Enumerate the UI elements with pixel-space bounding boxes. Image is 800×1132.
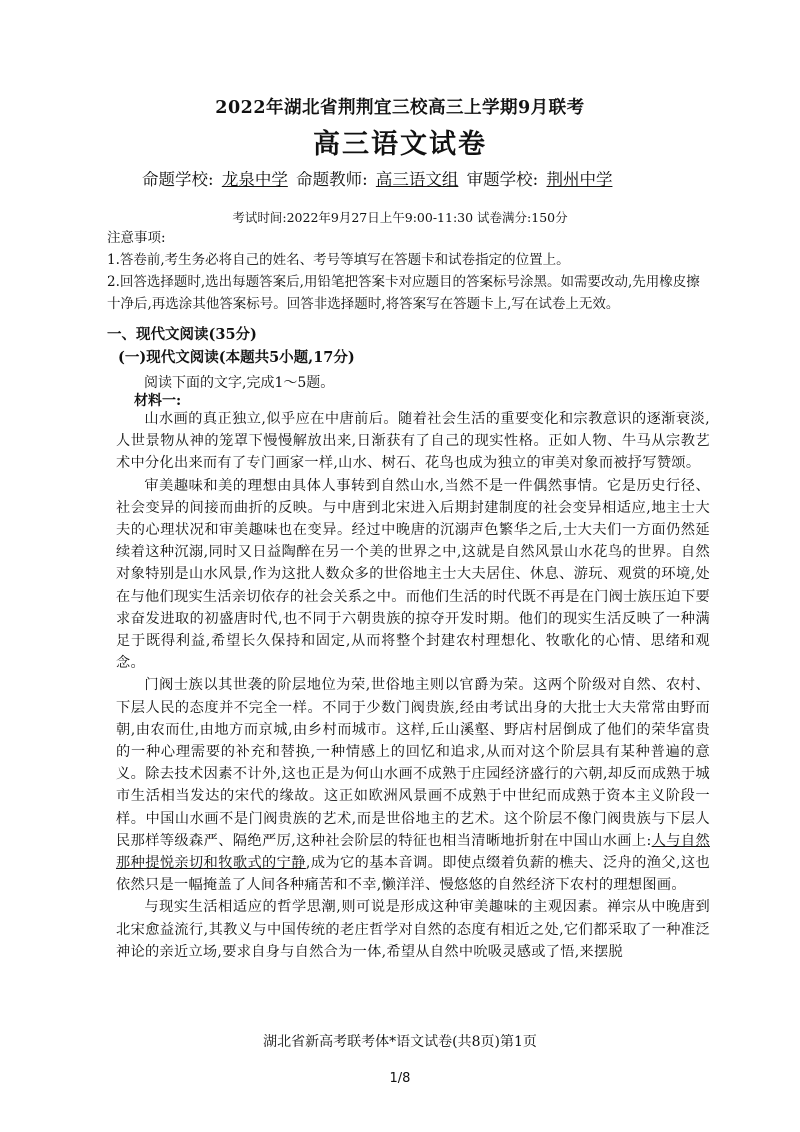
notice-block — [107, 227, 707, 315]
subsection-heading: (一)现代文阅读(本题共5小题,17分) — [118, 349, 355, 366]
section-heading: 一、现代文阅读(35分) — [107, 326, 257, 343]
passage-body — [116, 408, 710, 963]
notice-heading: 注意事项: — [107, 230, 166, 246]
notice-item-2: 2.回答选择题时,选出每题答案后,用铅笔把答案卡对应题目的答案标号涂黑。如需要改动,先用橡皮擦十净后,再选涂其他答案标号。回答非选择题时,将答案写在答题卡上,写在试卷上无效。 — [107, 274, 700, 312]
passage-paragraph-1: 山水画的真正独立,似乎应在中唐前后。随着社会生活的重要变化和宗教意识的逐渐衰淡,人世景物从神的笼罩下慢慢解放出来,日渐获有了自己的现实性格。正如人物、牛马从宗教艺术中分化出来而有了专门画家一样,山水、树石、花鸟也成为独立的审美对象而被抒写赞颂。 — [116, 411, 710, 472]
page-footer: 湖北省新高考联考体*语文试卷(共8页)第1页 — [263, 1034, 537, 1050]
author-school-label: 命题学校: — [142, 170, 214, 189]
author-school: 龙泉中学 — [221, 170, 288, 189]
exam-time-line: 考试时间:2022年9月27日上午9:00-11:30 试卷满分:150分 — [232, 210, 568, 225]
review-school-label: 审题学校: — [466, 170, 539, 189]
underlined-phrase: 人与自然那种提悦亲切和牧歌式的宁静 — [116, 832, 710, 872]
passage-paragraph-4: 与现实生活相适应的哲学思潮,则可说是形成这种审美趣味的主观因素。禅宗从中晚唐到北宋愈益流行,其教义与中国传统的老庄哲学对自然的态度有相近之处,它们都采取了一种准泛神论的亲近立场,要求自身与自然合为一体,希望从自然中吮吸灵感或了悟,来摆脱 — [116, 899, 710, 960]
exam-title: 2022年湖北省荆荆宜三校高三上学期9月联考 — [215, 98, 585, 118]
passage-paragraph-2: 审美趣味和美的理想由具体人事转到自然山水,当然不是一件偶然事情。它是历史行径、社会变异的间接而曲折的反映。与中唐到北宋进入后期封建制度的社会变异相适应,地主士大夫的心理状况和审美趣味也在变异。经过中晚唐的沉溺声色繁华之后,士大夫们一方面仍然延续着这种沉溺,同时又日益陶醉在另一个美的世界之中,这就是自然风景山水花鸟的世界。自然对象特别是山水风景,作为这批人数众多的世俗地主士大夫居住、休息、游玩、观赏的环境,处在与他们现实生活亲切依存的社会关系之中。而他们生活的时代既不再是在门阀士族压迫下要求奋发进取的初盛唐时代,也不同于六朝贵族的掠夺开发时期。他们的现实生活反映了一种满足于既得利益,希望长久保持和固定,从而将整个封建农村理想化、牧歌化的心情、思绪和观念。 — [116, 477, 710, 672]
passage-paragraph-3 — [116, 674, 710, 896]
review-school: 荆州中学 — [546, 170, 613, 189]
author-teacher: 高三语文组 — [375, 170, 459, 189]
page-indicator: 1/8 — [389, 1071, 411, 1086]
passage-paragraph-3-part-a: 门阀士族以其世袭的阶层地位为荣,世俗地主则以官爵为荣。这两个阶级对自然、农村、下层人民的态度并不完全一样。不同于少数门阀贵族,经由考试出身的大批士大夫常常由野而朝,由农而仕,由地方而京城,由乡村而城市。这样,丘山溪壑、野店村居倒成了他们的荣华富贵的一种心理需要的补充和替换,一种情感上的回忆和追求,从而对这个阶层具有某种普遍的意义。除去技术因素不计外,这也正是为何山水画不成熟于庄园经济盛行的六朝,却反而成熟于城市生活相当发达的宋代的缘故。这正如欧洲风景画不成熟于中世纪而成熟于资本主义阶段一样。中国山水画不是门阀贵族的艺术,而是世俗地主的艺术。这个阶层不像门阀贵族与下层人民那样等级森严、隔绝严厉,这种社会阶层的特征也相当清晰地折射在中国山水画上: — [116, 677, 710, 849]
notice-item-1: 1.答卷前,考生务必将自己的姓名、考号等填写在答题卡和试卷指定的位置上。 — [107, 252, 570, 268]
author-teacher-label: 命题教师: — [296, 170, 368, 189]
passage-paragraph-3-part-b: ,成为它的基本音调。即使点缀着负薪的樵夫、泛舟的渔父,这也依然只是一幅掩盖了人间各种痛苦和不幸,懒洋洋、慢悠悠的自然经济下农村的理想图画。 — [116, 855, 710, 894]
material-label: 材料一: — [134, 393, 182, 409]
paper-title: 高三语文试卷 — [313, 129, 487, 160]
authorship-line — [142, 166, 702, 190]
reading-instruction: 阅读下面的文字,完成1～5题。 — [144, 375, 335, 391]
